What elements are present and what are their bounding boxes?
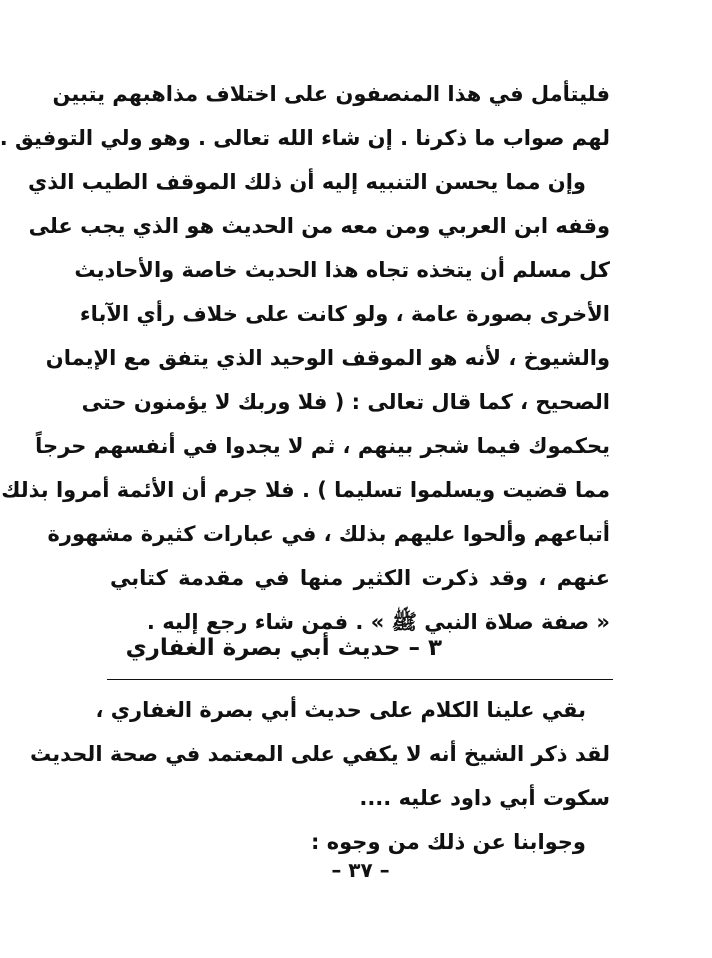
text-line: الأخرى بصورة عامة ، ولو كانت على خلاف رأي الآباء [79, 302, 610, 326]
text-line: فليتأمل في هذا المنصفون على اختلاف مذاهبهم يتبين [52, 82, 610, 106]
heading-divider [107, 679, 613, 680]
text-line: وجوابنا عن ذلك من وجوه : [311, 830, 586, 854]
text-line: عنهم ، وقد ذكرت الكثير منها في مقدمة كتابي [110, 566, 610, 590]
text-line: سكوت أبي داود عليه .... [359, 786, 610, 810]
text-line: وإن مما يحسن التنبيه إليه أن ذلك الموقف الطيب الذي [28, 170, 586, 194]
text-line: « صفة صلاة النبي ﷺ » . فمن شاء رجع إليه . [146, 610, 610, 634]
paragraph-1 [0, 72, 610, 644]
text-line: بقي علينا الكلام على حديث أبي بصرة الغفاري ، [95, 698, 586, 722]
text-line: وقفه ابن العربي ومن معه من الحديث هو الذي يجب على [28, 214, 610, 238]
page-number: – ٣٧ – [331, 858, 390, 882]
text-line: أتباعهم وألحوا عليهم بذلك ، في عبارات كثيرة مشهورة [47, 522, 610, 546]
paragraph-2 [30, 688, 610, 864]
text-line: مما قضيت ويسلموا تسليما ) . فلا جرم أن الأئمة أمروا بذلك [1, 478, 610, 502]
text-line: لقد ذكر الشيخ أنه لا يكفي على المعتمد في صحة الحديث [30, 742, 610, 766]
text-line: كل مسلم أن يتخذه تجاه هذا الحديث خاصة والأحاديث [74, 258, 610, 282]
text-line: لهم صواب ما ذكرنا . إن شاء الله تعالى . وهو ولي التوفيق . [0, 126, 610, 150]
section-heading: ٣ – حديث أبي بصرة الغفاري [125, 635, 442, 661]
text-line: والشيوخ ، لأنه هو الموقف الوحيد الذي يتفق مع الإيمان [45, 346, 610, 370]
text-line: الصحيح ، كما قال تعالى : ( فلا وربك لا يؤمنون حتى [81, 390, 610, 414]
text-line: يحكموك فيما شجر بينهم ، ثم لا يجدوا في أنفسهم حرجاً [35, 434, 610, 458]
